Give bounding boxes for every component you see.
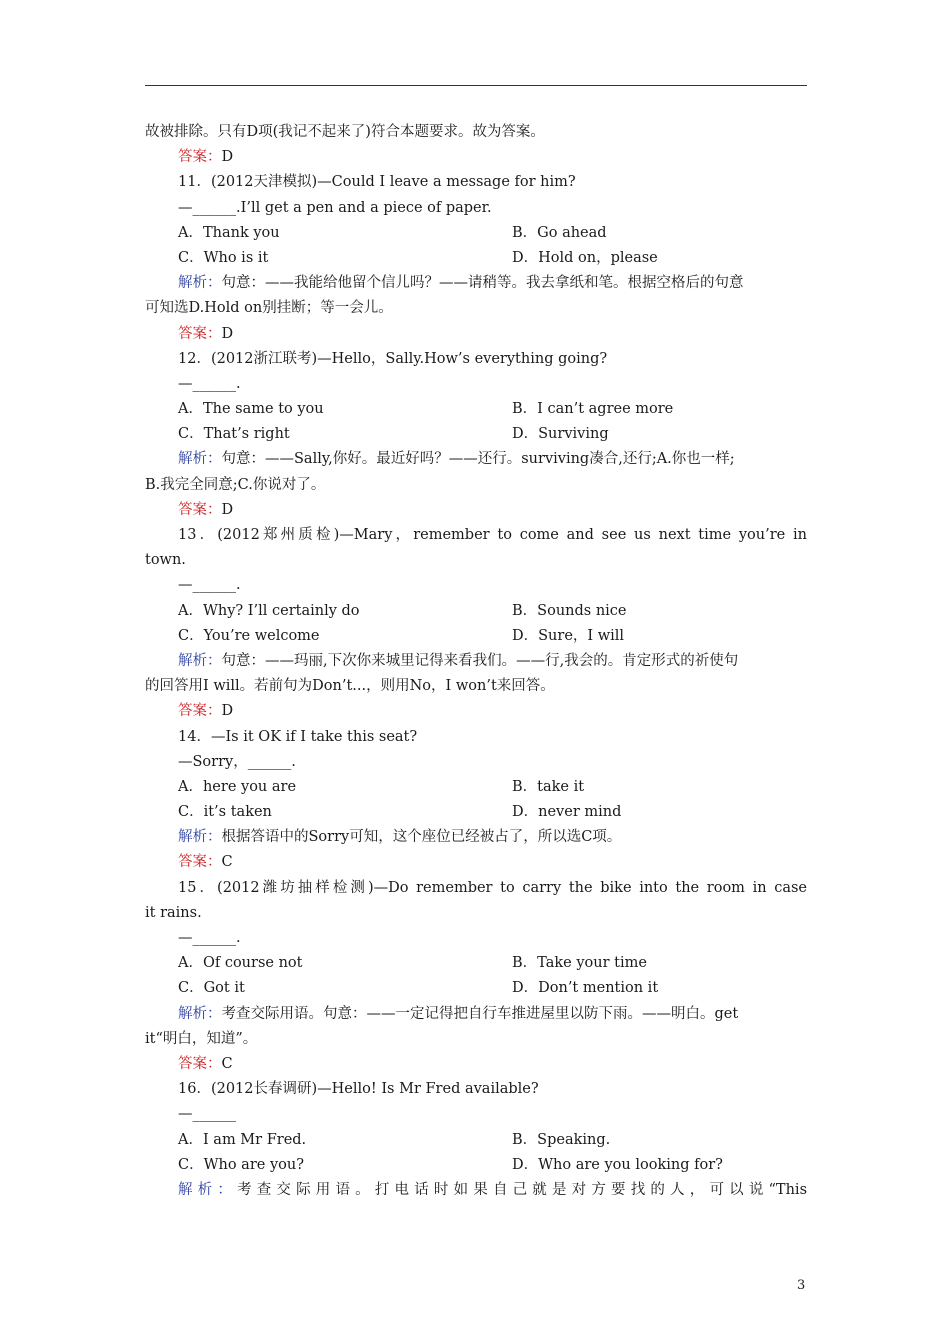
option-a: A．Why? I’ll certainly do xyxy=(178,602,360,619)
options-row xyxy=(145,951,807,976)
option-c: C．That’s right xyxy=(178,426,290,443)
question-reply: —______. xyxy=(178,577,241,594)
options-row xyxy=(145,976,807,1001)
header-rule xyxy=(145,85,807,86)
option-a: A．I am Mr Fred. xyxy=(178,1131,307,1148)
option-b: B．Speaking. xyxy=(512,1131,611,1148)
analysis-label: 解析： xyxy=(178,275,222,292)
options-row xyxy=(145,1128,807,1153)
question-stem: 16．(2012长春调研)—Hello! Is Mr Fred available? xyxy=(178,1081,539,1098)
answer-label: 答案： xyxy=(178,501,222,518)
option-a: A．here you are xyxy=(178,778,297,795)
answer xyxy=(145,1052,807,1077)
analysis-text: 考查交际用语。句意：——一定记得把自行车推进屋里以防下雨。——明白。get xyxy=(221,1005,739,1022)
analysis-continued: 可知选D.Hold on别挂断；等一会儿。 xyxy=(145,300,393,317)
intro-answer xyxy=(145,145,807,170)
question-stem: 12．(2012浙江联考)—Hello，Sally.How’s everything going? xyxy=(178,350,608,367)
options-row xyxy=(145,800,807,825)
options-row xyxy=(145,624,807,649)
question-reply: —Sorry，______. xyxy=(178,753,296,770)
option-d: D．Hold on，please xyxy=(512,249,658,266)
analysis-text: 句意：——玛丽,下次你来城里记得来看我们。——行,我会的。肯定形式的祈使句 xyxy=(221,652,739,669)
question-reply: —______ xyxy=(178,1106,236,1123)
answer xyxy=(145,498,807,523)
options-row xyxy=(145,246,807,271)
option-c: C．Who is it xyxy=(178,249,269,266)
option-c: C．Got it xyxy=(178,980,245,997)
option-b: B．Go ahead xyxy=(512,224,607,241)
answer xyxy=(145,850,807,875)
answer-label: 答案： xyxy=(178,854,222,871)
answer-label: 答案： xyxy=(178,149,222,166)
option-d: D．Surviving xyxy=(512,426,609,443)
question-16 xyxy=(145,1077,807,1203)
options-row xyxy=(145,422,807,447)
options-row xyxy=(145,397,807,422)
option-c: C．Who are you? xyxy=(178,1156,304,1173)
question-reply: —______. xyxy=(178,375,241,392)
analysis-text: 句意：——Sally,你好。最近好吗？——还行。surviving凑合,还行;A.你也一样; xyxy=(221,451,735,468)
option-a: A．The same to you xyxy=(178,401,324,418)
page-number: 3 xyxy=(797,1278,806,1293)
question-reply: —______.I’ll get a pen and a piece of paper. xyxy=(178,199,492,216)
option-a: A．Thank you xyxy=(178,224,280,241)
question-12 xyxy=(145,347,807,523)
answer-value: D xyxy=(221,325,234,342)
analysis-continued: 的回答用I will。若前句为Don’t...，则用No，I won’t来回答。 xyxy=(145,678,555,695)
options-row xyxy=(145,599,807,624)
analysis xyxy=(145,271,807,296)
options-row xyxy=(145,221,807,246)
question-reply: —______. xyxy=(178,930,241,946)
options-row xyxy=(145,775,807,800)
answer-value: C xyxy=(221,1055,233,1072)
analysis-text: 句意：——我能给他留个信儿吗？——请稍等。我去拿纸和笔。根据空格后的句意 xyxy=(221,275,744,292)
analysis-continued: it“明白，知道”。 xyxy=(145,1030,258,1047)
answer-label: 答案： xyxy=(178,703,222,720)
analysis xyxy=(145,825,807,850)
question-stem: 15．(2012潍坊抽样检测)—Do remember to carry the bike into the room in case xyxy=(178,879,807,896)
analysis-label: 解析： xyxy=(178,1005,222,1022)
answer-value: D xyxy=(221,149,234,166)
option-b: B．Sounds nice xyxy=(512,602,627,619)
answer xyxy=(145,699,807,724)
question-stem: 11．(2012天津模拟)—Could I leave a message for him? xyxy=(178,174,576,191)
analysis xyxy=(145,447,807,472)
analysis-text: 考查交际用语。打电话时如果自己就是对方要找的人，可以说“This xyxy=(237,1181,808,1198)
option-c: C．it’s taken xyxy=(178,804,272,821)
intro-text: 故被排除。只有D项(我记不起来了)符合本题要求。故为答案。 xyxy=(145,124,545,140)
analysis-label: 解析： xyxy=(178,652,222,669)
question-stem: 14．—Is it OK if I take this seat? xyxy=(178,728,418,745)
question-stem-continued: it rains. xyxy=(145,904,202,921)
question-stem: 13．(2012郑州质检)—Mary，remember to come and see us next time you’re in xyxy=(178,527,807,543)
analysis-label: 解析： xyxy=(178,829,222,846)
answer-value: C xyxy=(221,854,233,871)
document-body xyxy=(145,120,807,1203)
options-row xyxy=(145,1153,807,1178)
option-b: B．take it xyxy=(512,778,585,795)
option-a: A．Of course not xyxy=(178,955,303,972)
analysis xyxy=(145,649,807,674)
analysis xyxy=(145,1002,807,1027)
answer-label: 答案： xyxy=(178,325,222,342)
option-b: B．Take your time xyxy=(512,955,647,972)
option-c: C．You’re welcome xyxy=(178,627,320,644)
option-d: D．never mind xyxy=(512,804,622,821)
question-stem-continued: town. xyxy=(145,552,186,569)
analysis-continued: B.我完全同意;C.你说对了。 xyxy=(145,476,326,493)
option-d: D．Sure，I will xyxy=(512,627,625,644)
question-15 xyxy=(145,876,807,1078)
question-11 xyxy=(145,170,807,346)
question-14 xyxy=(145,725,807,876)
answer xyxy=(145,322,807,347)
answer-value: D xyxy=(221,501,234,518)
option-d: D．Don’t mention it xyxy=(512,980,659,997)
analysis-label: 解析： xyxy=(178,1181,238,1198)
option-d: D．Who are you looking for? xyxy=(512,1156,723,1173)
question-13 xyxy=(145,523,807,725)
analysis-text: 根据答语中的Sorry可知，这个座位已经被占了，所以选C项。 xyxy=(221,829,622,846)
option-b: B．I can’t agree more xyxy=(512,401,674,418)
analysis xyxy=(145,1178,807,1203)
answer-label: 答案： xyxy=(178,1055,222,1072)
analysis-label: 解析： xyxy=(178,451,222,468)
answer-value: D xyxy=(221,703,234,720)
